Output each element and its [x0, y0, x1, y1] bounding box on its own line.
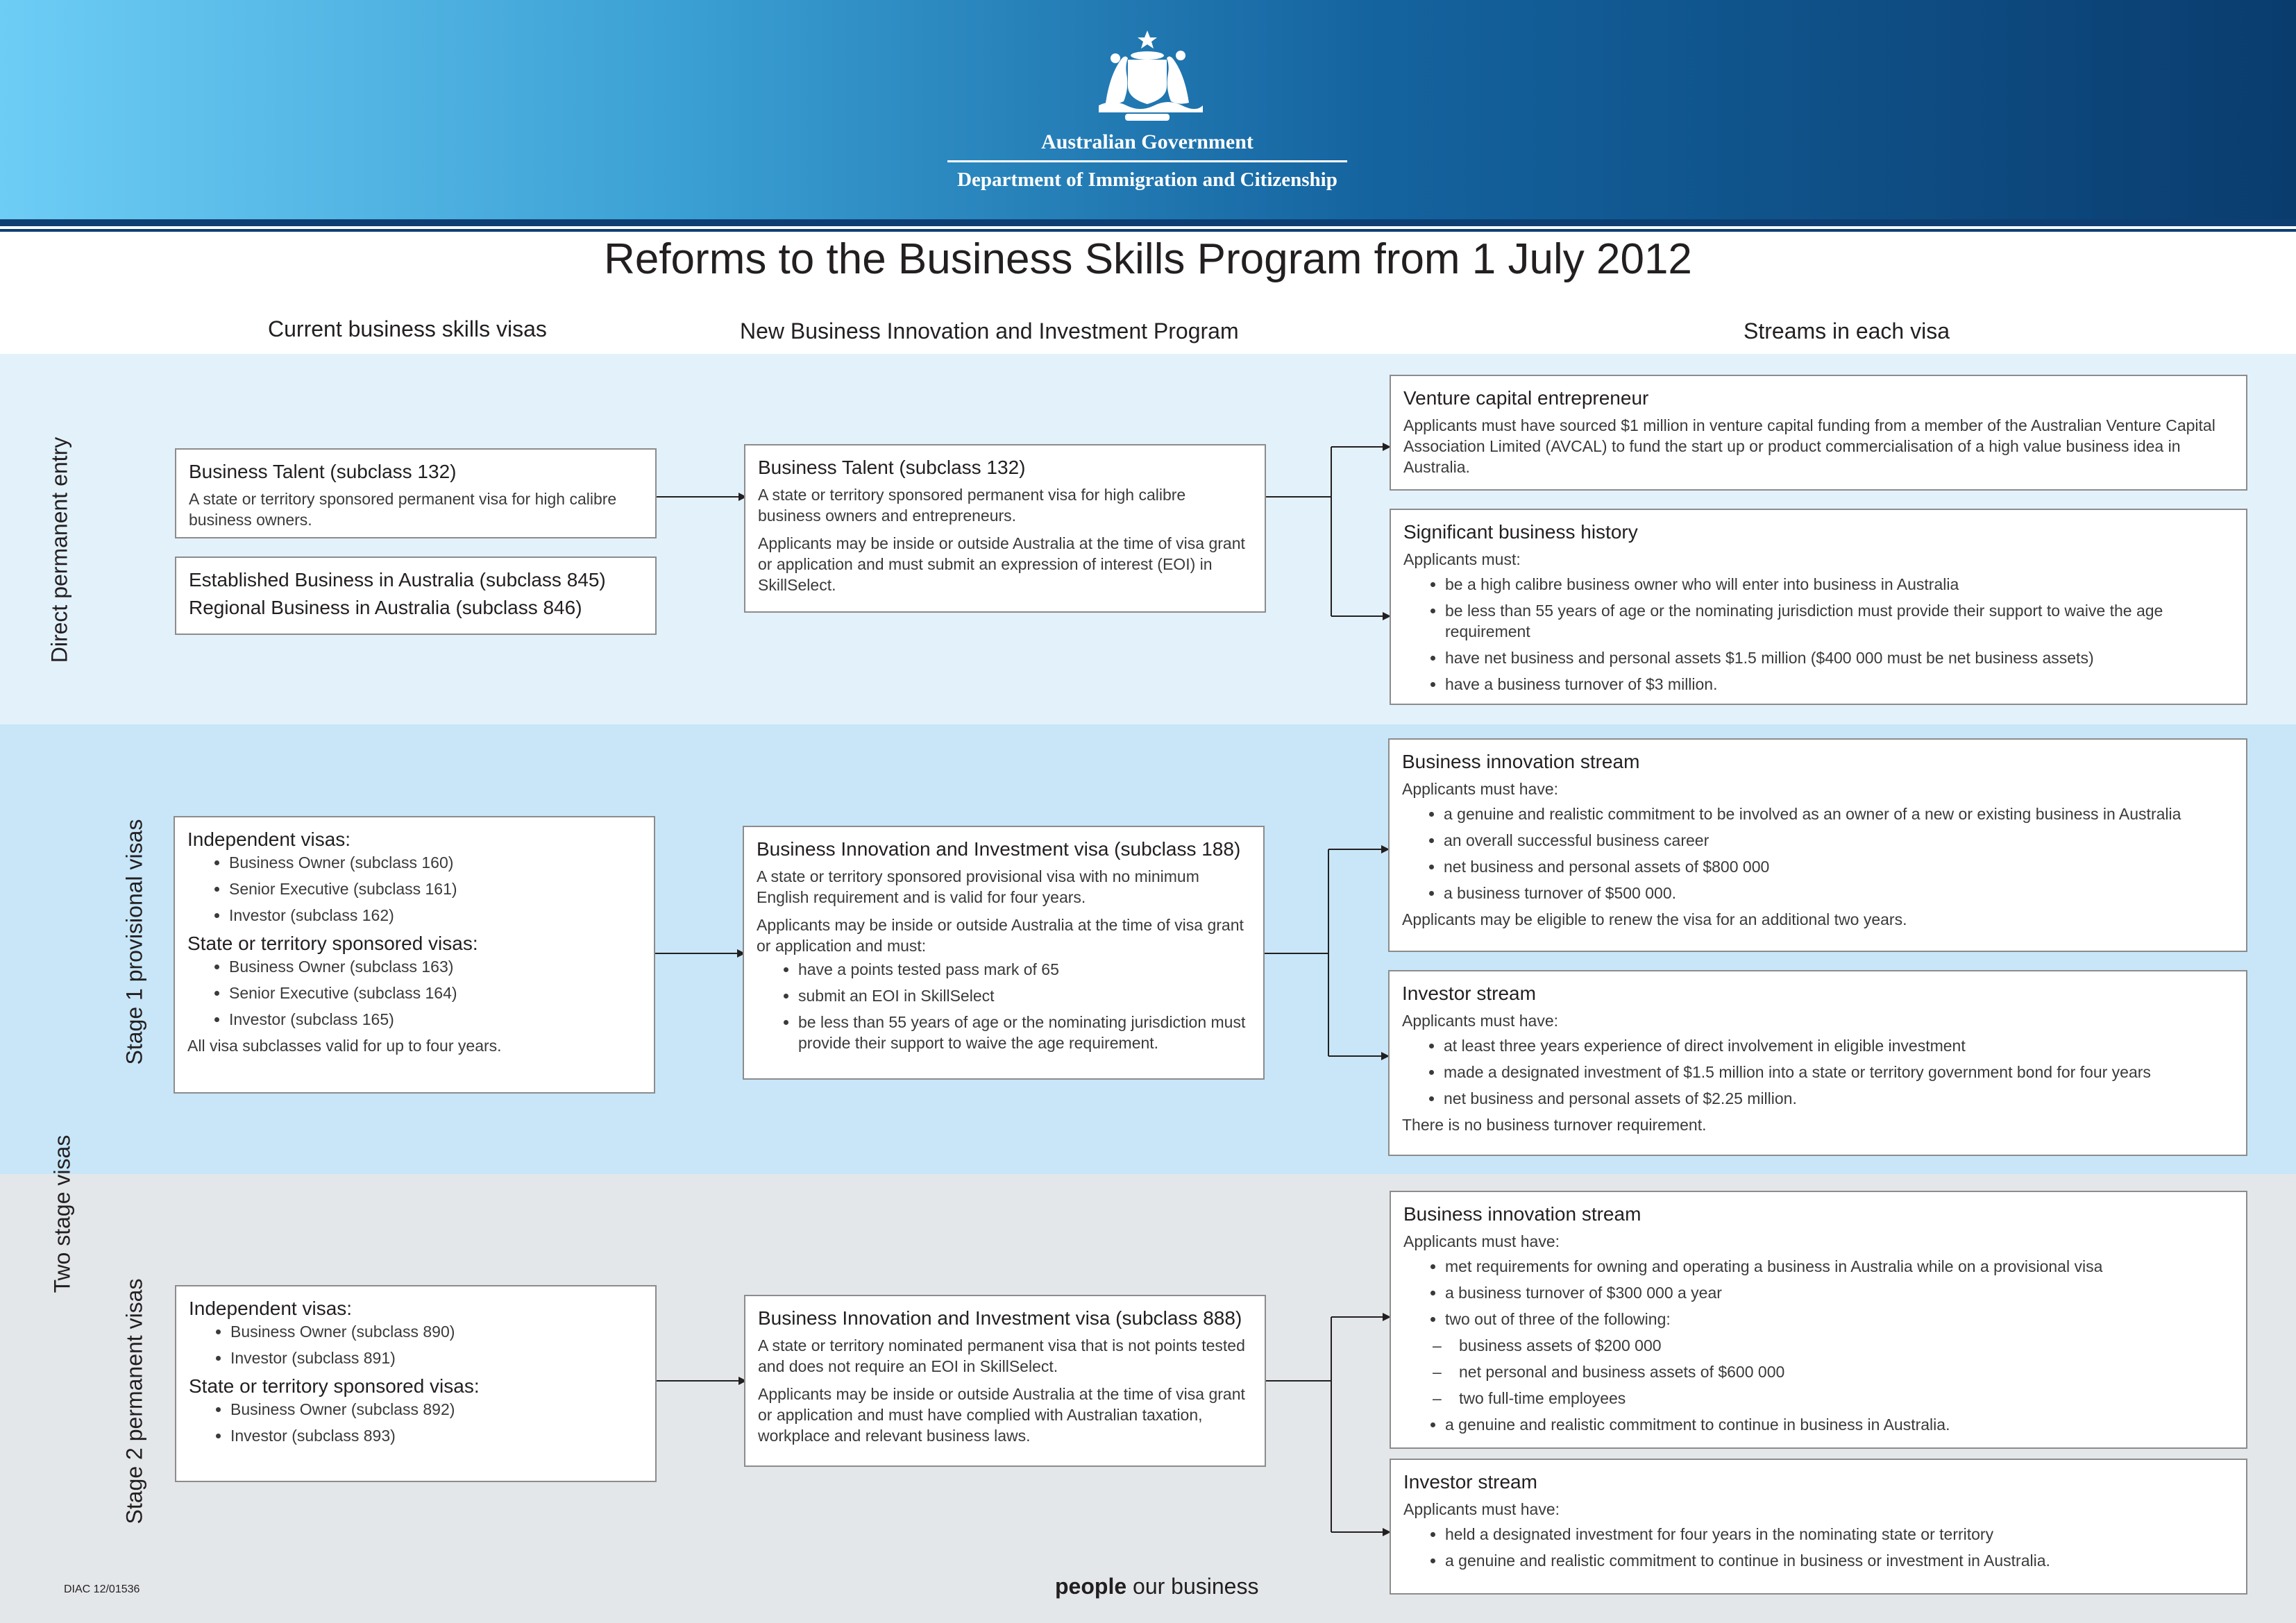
box-text: Applicants must have: [1402, 780, 1559, 798]
stream-business-innovation-888-box [1390, 1191, 2247, 1449]
list-item: • be less than 55 years of age or the nominating jurisdiction must provide their support to waive the age requirement. [798, 1012, 1251, 1053]
tagline [1055, 1574, 1258, 1599]
requirements-list [1403, 1524, 2234, 1571]
page-title: Reforms to the Business Skills Program from 1 July 2012 [604, 235, 1692, 283]
column-heading-streams: Streams in each visa [1744, 318, 1950, 343]
requirements-list [1403, 574, 2234, 695]
stream-venture-capital-box [1390, 375, 2247, 491]
row-label-stage2: Stage 2 permanent visas [121, 1278, 147, 1524]
box-title: Business Talent (subclass 132) [189, 461, 457, 482]
sub-requirements-list [1417, 1335, 2234, 1409]
list-item: • be a high calibre business owner who will enter into business in Australia [1445, 574, 2234, 595]
box-title: Venture capital entrepreneur [1403, 387, 1649, 409]
box-title: Business Innovation and Investment visa (subclass 188) [757, 838, 1241, 860]
header-divider [947, 160, 1347, 162]
list-item: – business assets of $200 000 [1459, 1335, 2234, 1356]
box-title: Business innovation stream [1403, 1203, 1641, 1225]
row-label-two-stage: Two stage visas [49, 1135, 75, 1293]
box-title: Business Innovation and Investment visa (subclass 888) [758, 1307, 1242, 1329]
list-item: • Business Owner (subclass 892) [230, 1399, 643, 1420]
box-text: A state or territory sponsored permanent visa for high calibre business owners and entrepreneurs. [758, 486, 1186, 525]
column-heading-current: Current business skills visas [268, 316, 547, 341]
list-item: • a business turnover of $300 000 a year [1445, 1282, 2234, 1303]
box-title: Investor stream [1403, 1471, 1537, 1493]
box-text: Applicants may be inside or outside Australia at the time of visa grant or application and must submit an expression of interest (EOI) in SkillSelect. [758, 534, 1245, 594]
list-item: • two out of three of the following: [1445, 1309, 2234, 1329]
list-item: • have net business and personal assets $1.5 million ($400 000 must be net business assets) [1445, 647, 2234, 668]
box-subtitle: Independent visas: [187, 829, 351, 850]
coat-of-arms-icon [1085, 28, 1210, 125]
current-stage1-visas-box [174, 816, 655, 1094]
independent-visa-list [187, 852, 641, 926]
department-name: Department of Immigration and Citizenship [957, 169, 1337, 191]
box-text: A state or territory sponsored provisional visa with no minimum English requirement and is valid for four years. [757, 867, 1199, 906]
box-subtitle: Independent visas: [189, 1298, 353, 1319]
independent-visa-list [189, 1321, 643, 1368]
box-text: Applicants must have: [1403, 1232, 1560, 1250]
list-item: • Investor (subclass 162) [229, 905, 641, 926]
box-subtitle: State or territory sponsored visas: [189, 1375, 480, 1397]
list-item: • Investor (subclass 165) [229, 1009, 641, 1030]
list-item: • made a designated investment of $1.5 million into a state or territory government bond for four years [1444, 1062, 2234, 1082]
box-subtitle: State or territory sponsored visas: [187, 933, 478, 954]
box-text: Applicants may be inside or outside Australia at the time of visa grant or application and must have complied with Australian taxation, workplace and relevant business laws. [758, 1385, 1245, 1445]
box-title: Business innovation stream [1402, 751, 1640, 772]
stream-business-innovation-188-box [1388, 738, 2247, 952]
list-item: • a genuine and realistic commitment to continue in business or investment in Australia. [1445, 1550, 2234, 1571]
box-title: Significant business history [1403, 521, 1638, 543]
box-text: Applicants must have: [1402, 1012, 1559, 1030]
document-code: DIAC 12/01536 [64, 1583, 140, 1595]
list-item: – net personal and business assets of $600 000 [1459, 1361, 2234, 1382]
list-item: • Business Owner (subclass 890) [230, 1321, 643, 1342]
new-subclass-888-box [744, 1295, 1266, 1467]
list-item: • Senior Executive (subclass 161) [229, 878, 641, 899]
state-visa-list [187, 956, 641, 1030]
stream-investor-888-box [1390, 1459, 2247, 1595]
list-item: • have a points tested pass mark of 65 [798, 959, 1251, 980]
tagline-bold: people [1055, 1574, 1127, 1599]
list-item: • net business and personal assets of $2.25 million. [1444, 1088, 2234, 1109]
box-title: Business Talent (subclass 132) [758, 457, 1026, 478]
row-label-stage1: Stage 1 provisional visas [121, 819, 147, 1065]
list-item: • at least three years experience of direct involvement in eligible investment [1444, 1035, 2234, 1056]
box-line: Established Business in Australia (subclass 845) [189, 569, 606, 590]
list-item: • submit an EOI in SkillSelect [798, 985, 1251, 1006]
list-item: • Senior Executive (subclass 164) [229, 983, 641, 1003]
column-heading-new: New Business Innovation and Investment Program [740, 318, 1239, 343]
list-item: • a genuine and realistic commitment to continue in business in Australia. [1445, 1414, 2234, 1435]
list-item: • held a designated investment for four years in the nominating state or territory [1445, 1524, 2234, 1545]
row-label-direct-entry: Direct permanent entry [47, 436, 72, 663]
box-text: A state or territory sponsored permanent visa for high calibre business owners. [189, 490, 617, 529]
state-visa-list [189, 1399, 643, 1446]
box-text: Applicants may be inside or outside Australia at the time of visa grant or application and must: [757, 916, 1244, 955]
new-business-talent-box [744, 444, 1266, 613]
box-text: Applicants must: [1403, 550, 1521, 568]
current-business-talent-box [175, 448, 657, 538]
list-item: – two full-time employees [1459, 1388, 2234, 1409]
list-item: • have a business turnover of $3 million. [1445, 674, 2234, 695]
current-stage2-visas-box [175, 1285, 657, 1482]
stream-investor-188-box [1388, 970, 2247, 1156]
list-item: • Investor (subclass 893) [230, 1425, 643, 1446]
tagline-rest: our business [1126, 1574, 1259, 1599]
list-item: • Investor (subclass 891) [230, 1348, 643, 1368]
list-item: • be less than 55 years of age or the nominating jurisdiction must provide their support to waive the age requirement [1445, 600, 2234, 642]
box-text: Applicants must have: [1403, 1500, 1560, 1518]
header-rule-thin [0, 229, 2296, 232]
box-text: All visa subclasses valid for up to four years. [187, 1037, 502, 1055]
requirements-list [1403, 1256, 2234, 1329]
list-item: • a business turnover of $500 000. [1444, 883, 2234, 903]
list-item: • a genuine and realistic commitment to be involved as an owner of a new or existing business in Australia [1444, 804, 2234, 824]
box-text: Applicants must have sourced $1 million in venture capital funding from a member of the Australian Venture Capital Association Limited (AVCAL) to fund the start up or product commercialisation of a high value business idea in Australia. [1403, 416, 2215, 476]
box-title: Investor stream [1402, 983, 1536, 1004]
government-name: Australian Government [1041, 130, 1253, 153]
requirements-list [1402, 1035, 2234, 1109]
box-text: A state or territory nominated permanent visa that is not points tested and does not require an EOI in SkillSelect. [758, 1336, 1245, 1375]
list-item: • net business and personal assets of $800 000 [1444, 856, 2234, 877]
header-rule [0, 219, 2296, 226]
requirements-list [757, 959, 1251, 1053]
new-subclass-188-box [743, 826, 1265, 1080]
list-item: • Business Owner (subclass 160) [229, 852, 641, 873]
list-item: • met requirements for owning and operating a business in Australia while on a provisional visa [1445, 1256, 2234, 1277]
requirements-list-end [1403, 1414, 2234, 1435]
stream-significant-business-box [1390, 509, 2247, 705]
box-text: Applicants may be eligible to renew the visa for an additional two years. [1402, 910, 1907, 928]
box-text: There is no business turnover requirement. [1402, 1116, 1707, 1134]
box-line: Regional Business in Australia (subclass 846) [189, 597, 582, 618]
list-item: • Business Owner (subclass 163) [229, 956, 641, 977]
requirements-list [1402, 804, 2234, 903]
list-item: • an overall successful business career [1444, 830, 2234, 851]
current-established-business-box [175, 556, 657, 635]
